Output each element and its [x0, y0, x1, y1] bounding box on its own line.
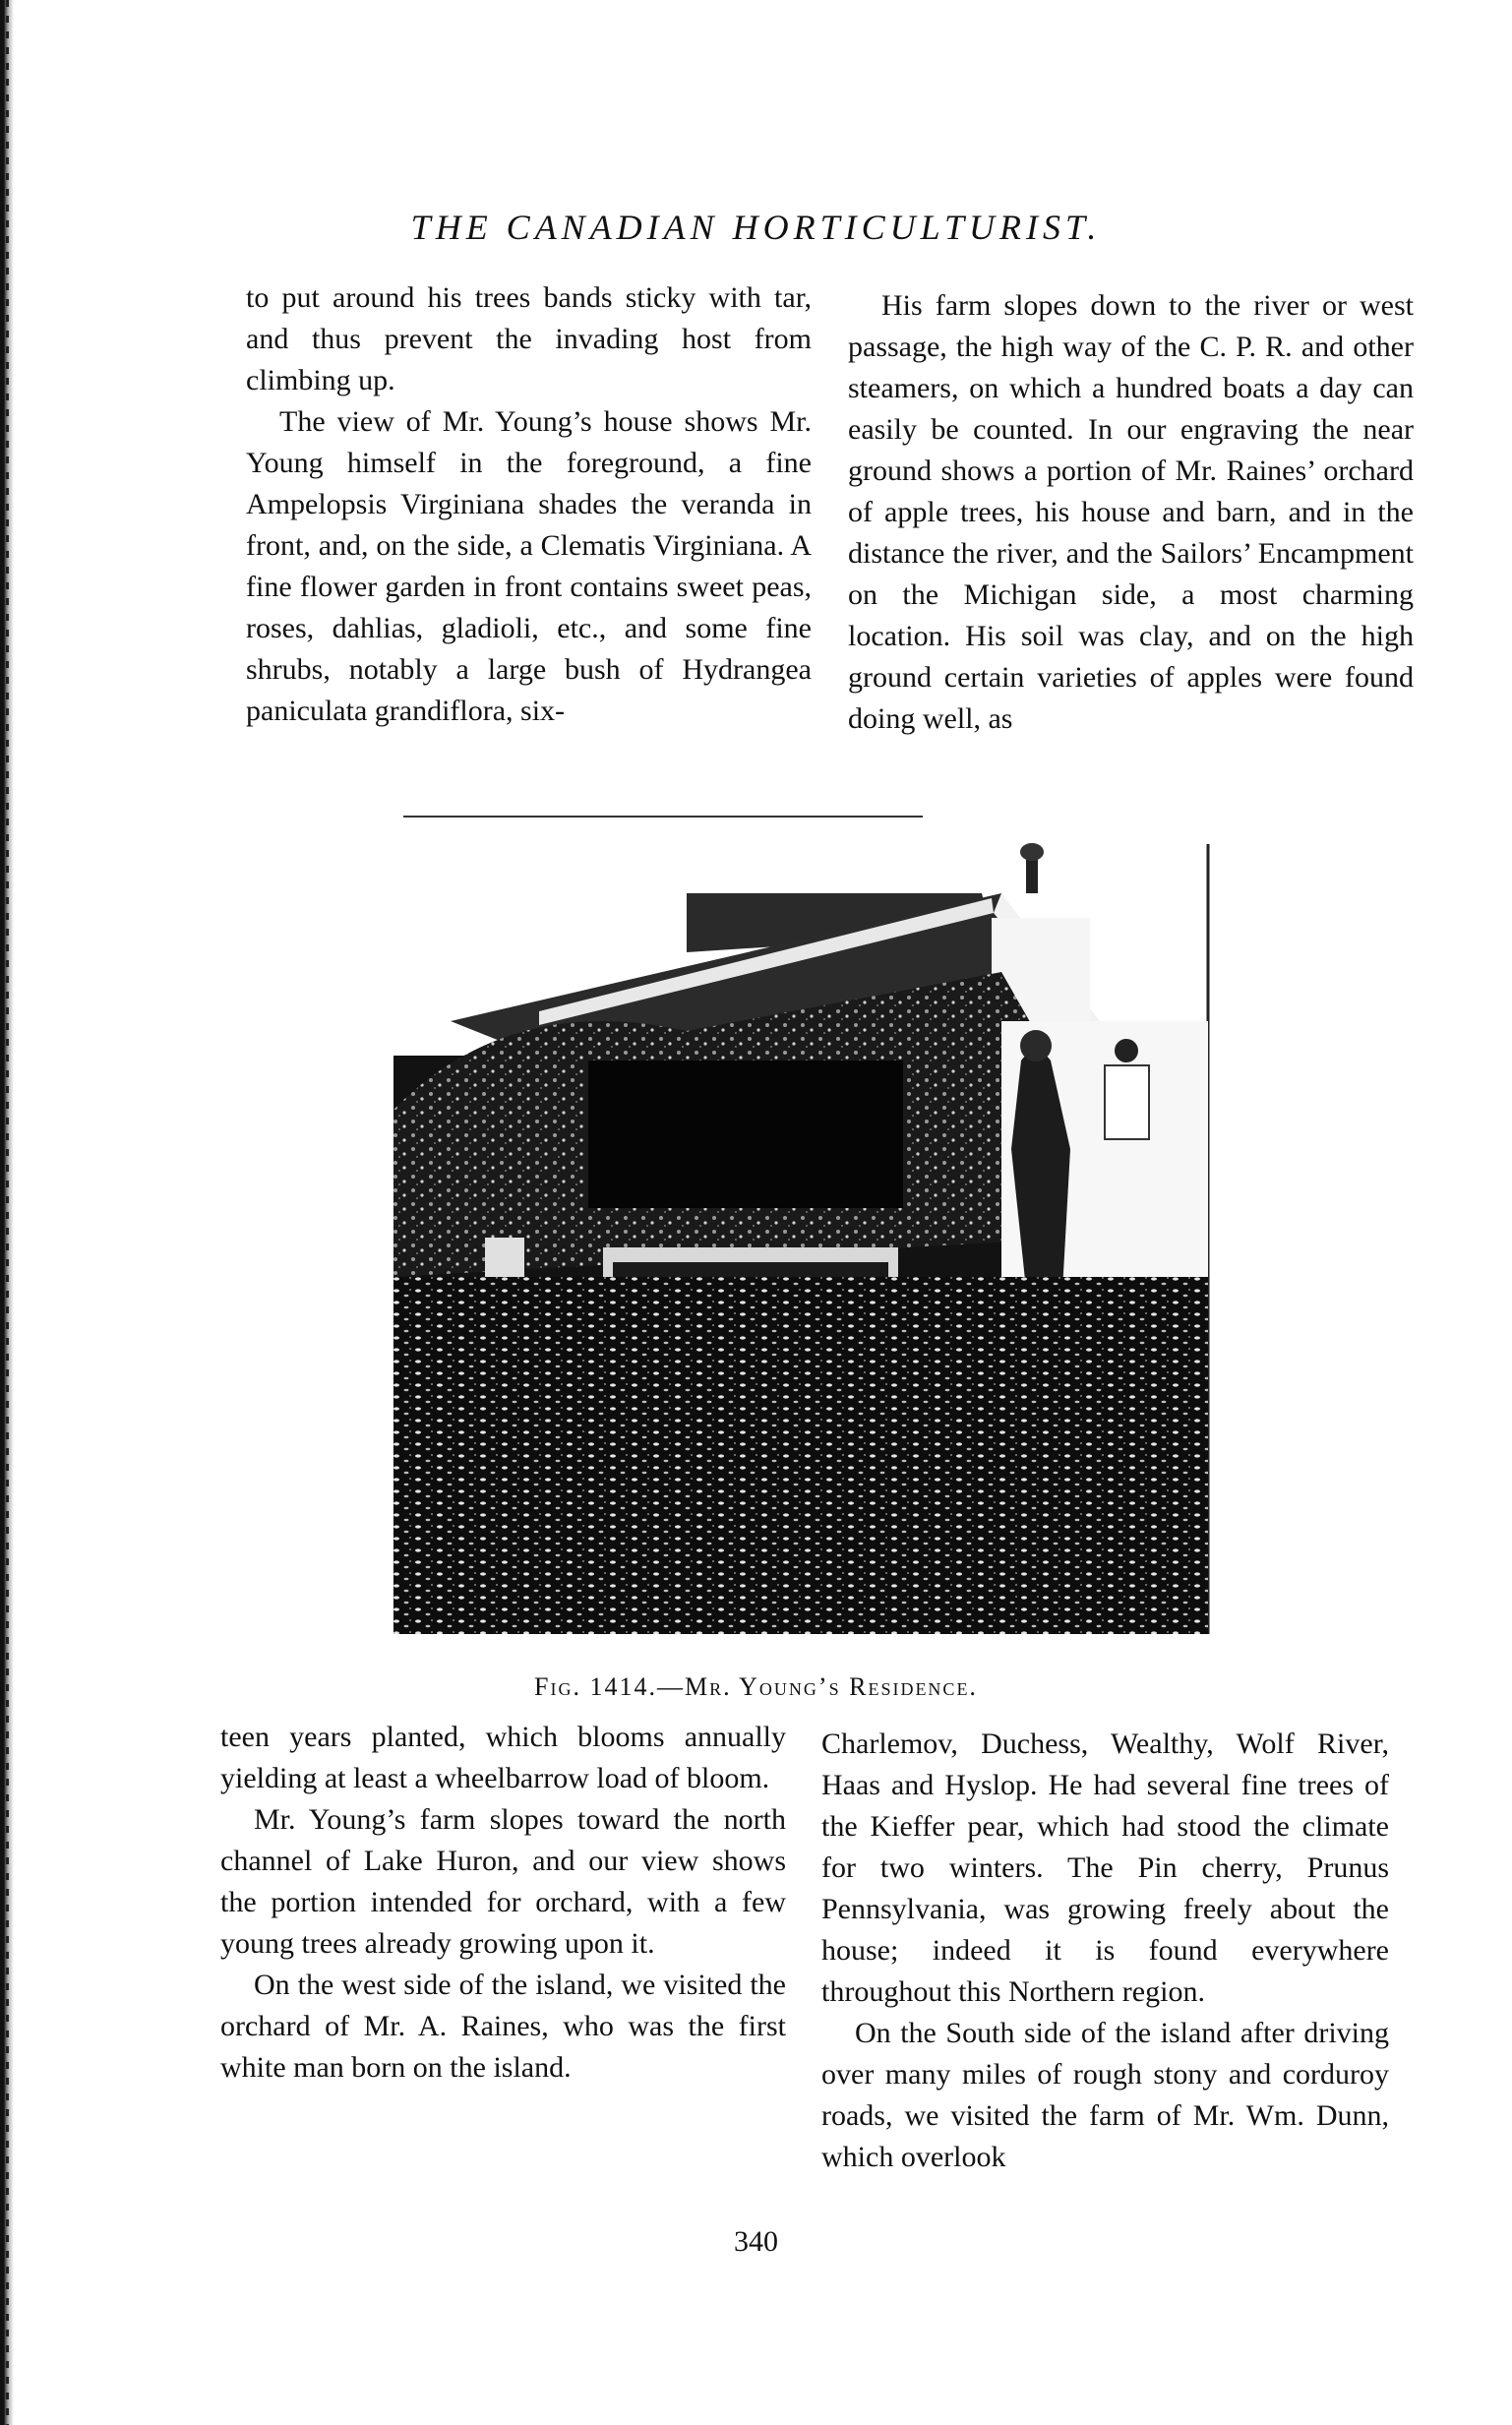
paragraph: The view of Mr. Young’s house shows Mr. Young himself in the foreground, a fine Ampelopsis Virginiana shades the veranda in front, and, on the side, a Clematis Virginiana. A fine flower garden in front contains sweet peas, roses, dahlias, gladioli, etc., and some fine shrubs, notably a large bush of Hydrangea paniculata grandiflora, six-	[246, 405, 812, 727]
column-bottom-left	[220, 1717, 786, 2089]
figure-photograph	[392, 815, 1228, 1634]
figure-caption: Fig. 1414.—Mr. Young’s Residence.	[534, 1672, 978, 1701]
column-bottom-right	[821, 1724, 1389, 2178]
paragraph: On the west side of the island, we visited the orchard of Mr. A. Raines, who was the first white man born on the island.	[220, 1969, 786, 2084]
paragraph: to put around his trees bands sticky with tar, and thus prevent the invading host from climbing up.	[246, 281, 812, 396]
running-head: THE CANADIAN HORTICULTURIST.	[410, 208, 1102, 247]
column-top-left	[246, 277, 812, 732]
paragraph: Mr. Young’s farm slopes toward the north channel of Lake Huron, and our view shows the portion intended for orchard, with a few young trees already growing upon it.	[220, 1803, 786, 1960]
paragraph: teen years planted, which blooms annually yielding at least a wheelbarrow load of bloom.	[220, 1721, 786, 1794]
paragraph: His farm slopes down to the river or west passage, the high way of the C. P. R. and other steamers, on which a hundred boats a day can easily be counted. In our engraving the near ground shows a portion of Mr. Raines’ orchard of apple trees, his house and barn, and in the distance the river, and the Sailors’ Encampment on the Michigan side, a most charming location. His soil was clay, and on the high ground certain varieties of apples were found doing well, as	[848, 289, 1414, 735]
paragraph: Charlemov, Duchess, Wealthy, Wolf River, Haas and Hyslop. He had several fine trees of the Kieffer pear, which had stood the climate for two winters. The Pin cherry, Prunus Pennsylvania, was growing freely about the house; indeed it is found everywhere throughout this Northern region.	[821, 1728, 1389, 2008]
page-number: 340	[734, 2225, 778, 2258]
column-top-right	[848, 285, 1414, 740]
paragraph: On the South side of the island after driving over many miles of rough stony and corduroy roads, we visited the farm of Mr. Wm. Dunn, which overlook	[821, 2017, 1389, 2173]
book-spine-binding	[6, 0, 9, 2425]
